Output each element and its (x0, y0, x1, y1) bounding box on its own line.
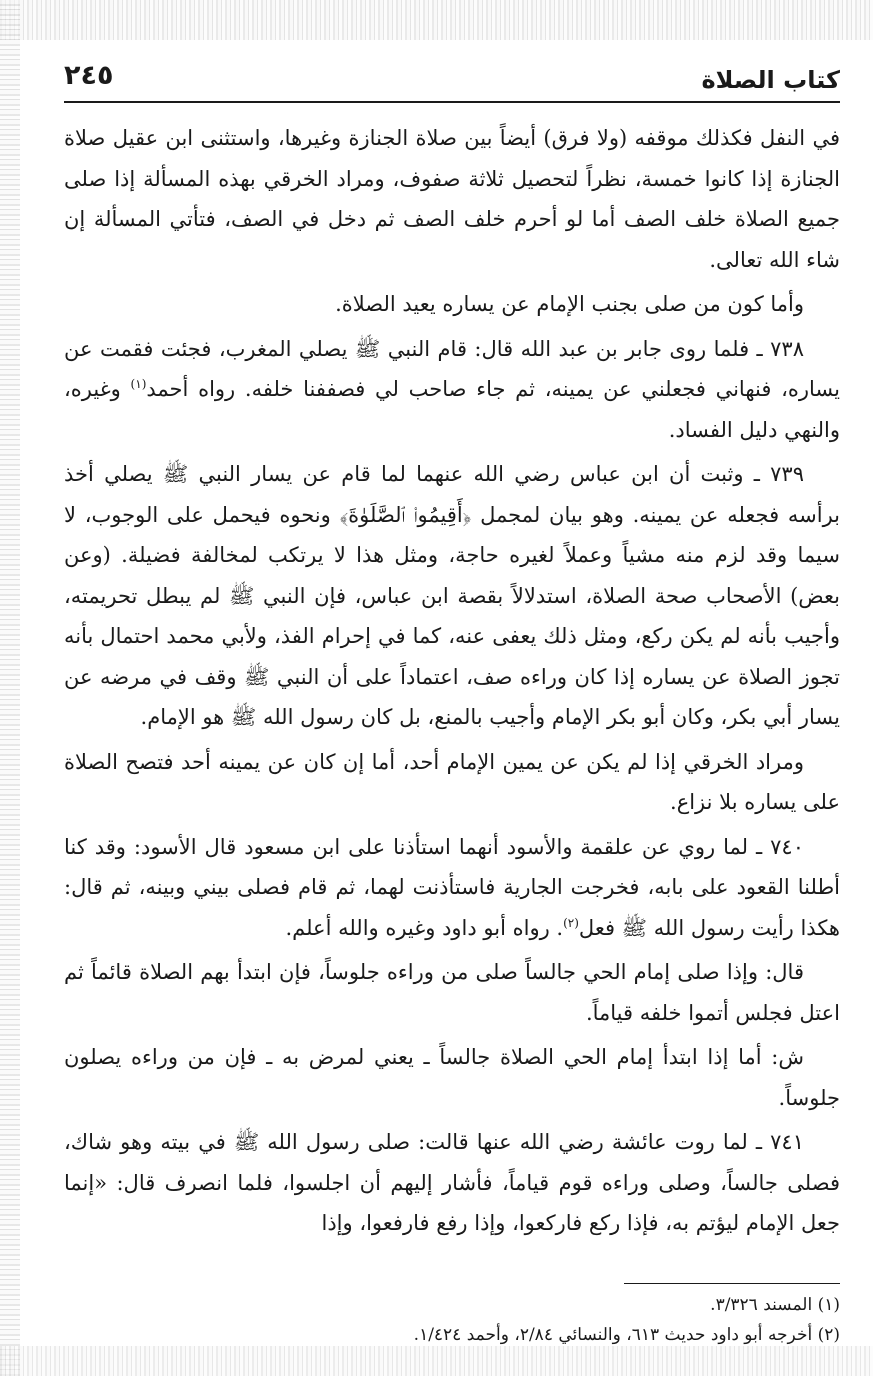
paragraph: ومراد الخرقي إذا لم يكن عن يمين الإمام أحد، أما إن كان عن يمينه أحد فتصح الصلاة على يساره بلا نزاع. (64, 749, 840, 814)
footnote-item: (٢) أخرجه أبو داود حديث ٦١٣، والنسائي ٢/٨٤، وأحمد ١/٤٢٤. (413, 1325, 840, 1345)
paragraph: وأما كون من صلى بجنب الإمام عن يساره يعيد الصلاة. (335, 292, 804, 316)
hadith-741: ٧٤١ ـ لما روت عائشة رضي الله عنها قالت: صلى رسول الله ﷺ في بيته وهو شاك، فصلى جالساً، وصلى وراءه قوم قياماً، فأشار إليهم أن اجلسوا، فلما انصرف قال: «إنما جعل الإمام ليؤتم به، فإذا ركع فاركعوا، وإذا رفع فارفعوا، وإذا (64, 1130, 840, 1235)
scan-edge-top (0, 0, 873, 40)
paragraph: ش: أما إذا ابتدأ إمام الحي الصلاة جالساً ـ يعني لمرض به ـ فإن من وراءه يصلون جلوساً. (64, 1045, 840, 1110)
footnotes (64, 1290, 840, 1350)
footnote-ref[interactable]: (٢) (563, 915, 579, 930)
paragraph-text: . رواه أبو داود وغيره والله أعلم. (285, 915, 564, 940)
paragraph-text: وغيره، والنهي دليل الفساد. (64, 377, 840, 442)
header-divider (64, 101, 840, 103)
footnote-item: (١) المسند ٣/٣٢٦. (710, 1295, 840, 1315)
page-header (64, 60, 840, 104)
paragraph: قال: وإذا صلى إمام الحي جالساً صلى من وراءه جلوساً، فإن ابتدأ بهم الصلاة قائماً ثم اعتل فجلس أتموا خلفه قياماً. (64, 960, 840, 1025)
book-title: كتاب الصلاة (701, 66, 840, 94)
footnote-ref[interactable]: (١) (130, 377, 147, 391)
footnote-divider (624, 1283, 840, 1284)
paragraph-text: ٧٤٠ ـ لما روي عن علقمة والأسود أنهما استأذنا على ابن مسعود قال الأسود: وقد كنا أطلنا القعود على بابه، فخرجت الجارية فاستأذنت لهما، ثم قام فصلى بيني وبينه، ثم قال: هكذا رأيت رسول الله ﷺ فعل (64, 834, 840, 940)
page-number: ٢٤٥ (64, 60, 114, 91)
page-body (64, 118, 840, 1248)
paragraph: في النفل فكذلك موقفه (ولا فرق) أيضاً بين صلاة الجنازة وغيرها، واستثنى ابن عقيل صلاة الجنازة إذا كانوا خمسة، نظراً لتحصيل ثلاثة صفوف، ومراد الخرقي بهذه المسألة إذا صلى جميع الصلاة خلف الصف أما لو أحرم خلف الصف ثم دخل في الصف، فتأتي المسألة إن شاء الله تعالى. (64, 126, 840, 272)
hadith-740 (64, 827, 840, 949)
hadith-739: ٧٣٩ ـ وثبت أن ابن عباس رضي الله عنهما لما قام عن يسار النبي ﷺ يصلي أخذ برأسه فجعله عن يمينه. وهو بيان لمجمل ﴿أَقِيمُوا۟ ٱلصَّلَوٰةَ﴾ ونحوه فيحمل على الوجوب، لا سيما وقد لزم منه مشياً وعملاً لغيره حاجة، ومثل هذا لا يرتكب لمخالفة فضيلة. (وعن بعض) الأصحاب صحة الصلاة، استدلالاً بقصة ابن عباس، فإن النبي ﷺ لم يبطل تحريمته، وأجيب بأنه لم يكن ركع، ومثل ذلك يعفى عنه، كما في إحرام الفذ، ولأبي محمد احتمال بأنه تجوز الصلاة عن يساره إذا كان وراءه صف، اعتماداً على أن النبي ﷺ وقف في مرضه عن يسار أبي بكر، وكان أبو بكر الإمام وأجيب بالمنع، بل كان رسول الله ﷺ هو الإمام. (64, 462, 840, 729)
paragraph-text: ٧٣٨ ـ فلما روى جابر بن عبد الله قال: قام النبي ﷺ يصلي المغرب، فجئت فقمت عن يساره، فنهاني فجعلني عن يمينه، ثم جاء صاحب لي فصففنا خلفه. رواه أحمد (64, 336, 840, 401)
hadith-738 (64, 329, 840, 451)
scan-edge-bottom (0, 1346, 873, 1376)
scan-edge-left (0, 0, 20, 1376)
